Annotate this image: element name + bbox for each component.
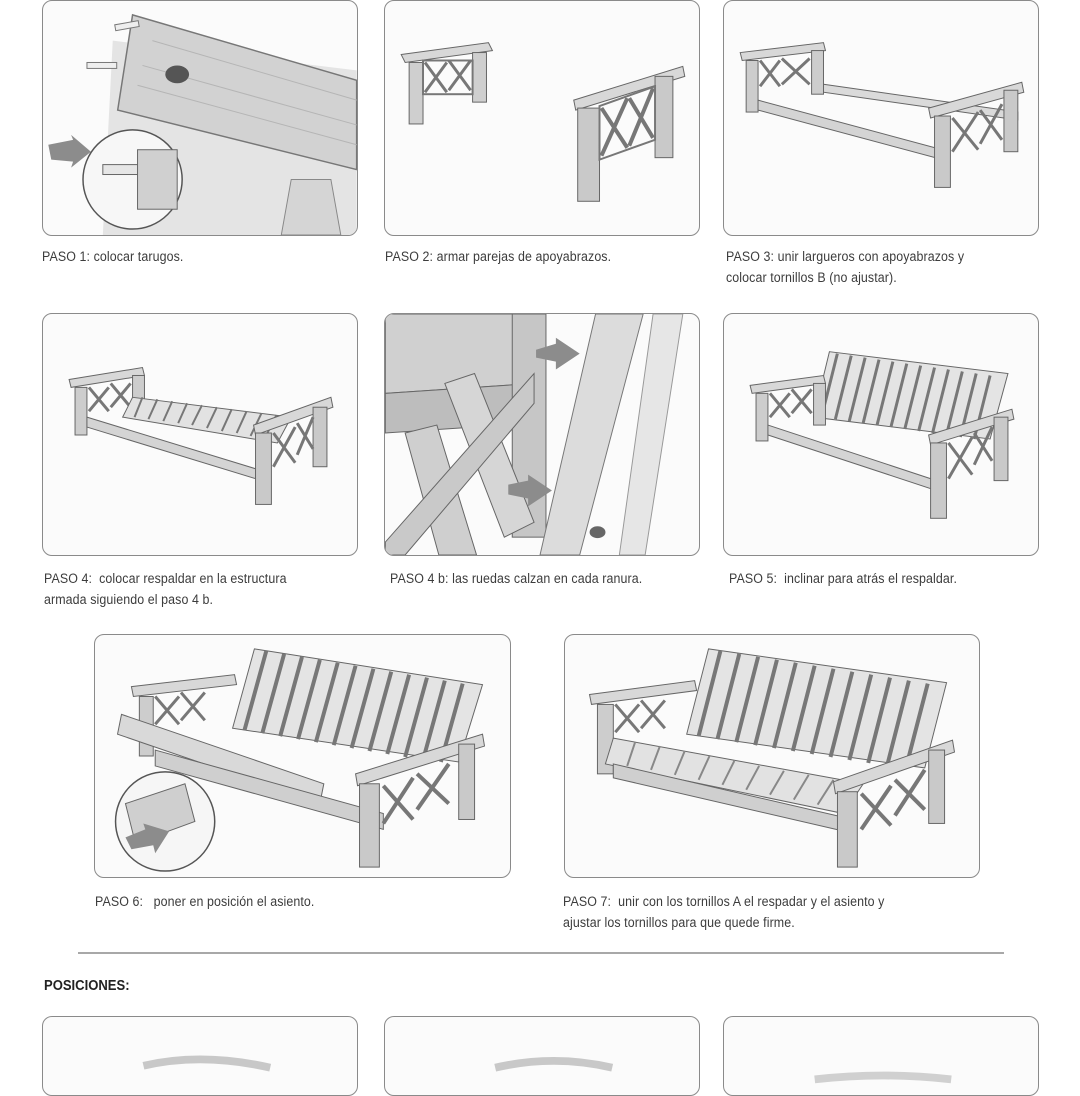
step-5-image [723, 313, 1039, 556]
position-2-image [384, 1016, 700, 1096]
step-4-image [42, 313, 358, 556]
recline-backrest-illustration [724, 314, 1038, 555]
wheel-slot-closeup-illustration [385, 314, 699, 555]
step-3-image [723, 0, 1039, 236]
position-2-illustration [385, 1017, 699, 1095]
step-4-caption: PASO 4: colocar respaldar en la estructura armada siguiendo el paso 4 b. [44, 571, 287, 607]
position-1-illustration [43, 1017, 357, 1095]
step-7-image [564, 634, 980, 878]
step-1-image [42, 0, 358, 236]
step-4b-caption: PASO 4 b: las ruedas calzan en cada ranura. [390, 571, 643, 586]
section-divider [78, 952, 1004, 954]
position-1-image [42, 1016, 358, 1096]
seat-positioning-illustration [95, 635, 510, 877]
armrest-pairs-illustration [385, 1, 699, 235]
frame-assembly-illustration [724, 1, 1038, 235]
arrow-icon [48, 135, 91, 168]
step-3-caption: PASO 3: unir largueros con apoyabrazos y colocar tornillos B (no ajustar). [726, 249, 965, 285]
step-6-caption: PASO 6: poner en posición el asiento. [95, 894, 315, 909]
step-5-caption: PASO 5: inclinar para atrás el respaldar. [729, 571, 958, 586]
step-4b-image [384, 313, 700, 556]
position-3-illustration [724, 1017, 1038, 1095]
position-3-image [723, 1016, 1039, 1096]
dowel-illustration [43, 1, 357, 235]
seat-placement-illustration [43, 314, 357, 555]
step-2-image [384, 0, 700, 236]
finished-futon-illustration [565, 635, 979, 877]
positions-title: POSICIONES: [44, 978, 130, 994]
step-1-caption: PASO 1: colocar tarugos. [42, 249, 184, 264]
step-7-caption: PASO 7: unir con los tornillos A el respadar y el asiento y ajustar los tornillos para que quede firme. [563, 894, 885, 930]
step-6-image [94, 634, 511, 878]
step-2-caption: PASO 2: armar parejas de apoyabrazos. [385, 249, 612, 264]
